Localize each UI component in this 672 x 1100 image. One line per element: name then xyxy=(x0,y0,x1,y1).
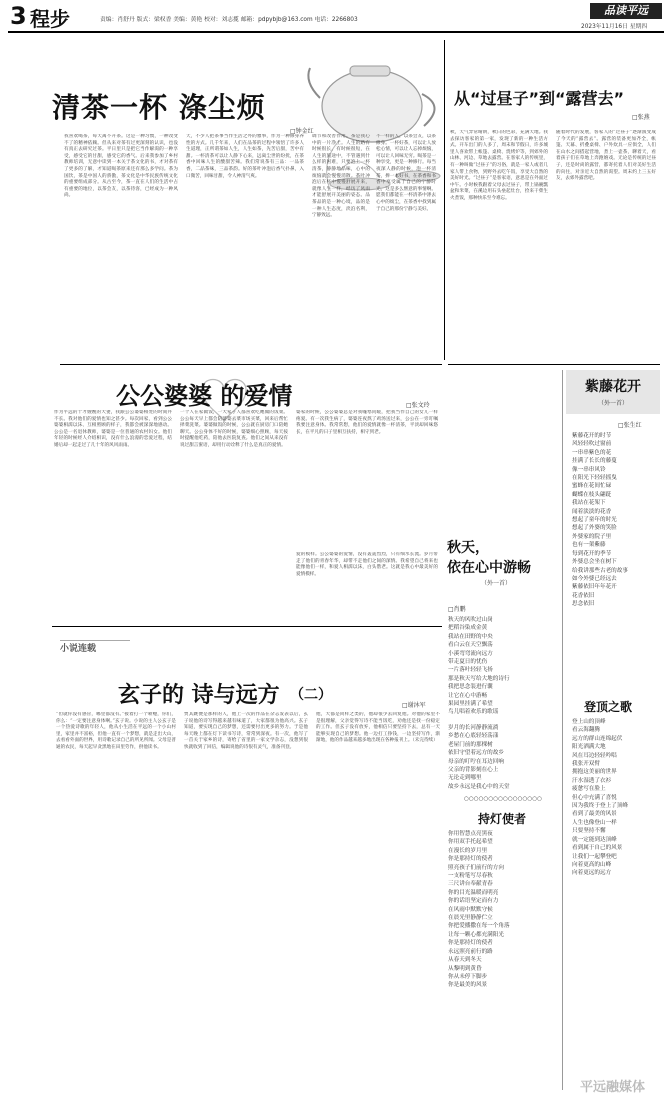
tea-title: 清茶一杯 涤尘烦 xyxy=(52,91,266,124)
flower-header-box xyxy=(566,370,660,414)
flower-author: □张生红 xyxy=(618,422,642,429)
flower-title: 紫藤花开 xyxy=(585,379,641,395)
lamp-poem: 你用智慧点亮黑夜 你用双手托起希望 在漫长的岁月里 你是那持灯的使者 照亮孩子们前行的方向 一支粉笔写尽春秋 三尺讲台奉献青春 你的目光温暖而明亮 你的话语坚定而有力 在风雨中默默守候 在晨光里静静伫立 你把爱播撒在每一个角落 让每一颗心都充满阳光 你是那持灯的使者 永远照亮前行的路 从春天到冬天 从黎明到黄昏 你从未停下脚步 你是最美的风景 xyxy=(448,831,510,989)
story-col-1: “但就你没有感冒，哪里都没有。”接着打一个喷嚏，你们，你么：“一定要注意身体啊。”玄子说。小说的主人公玄子是一个热爱诗歌的年轻人，他从小生活在平远的一个小山村里，家里并不富裕，但他一直有一个梦想，就是走出大山，去看看外面的世界，用诗歌记录自己的所见所闻。父母是普通的农民，每天起早贪黑地在田里劳作，供他读书。 xyxy=(56,712,176,750)
page-header xyxy=(0,0,672,34)
tea-right-rule xyxy=(444,40,445,360)
autumn-poem-2: 岁月的长河静静流淌 乡愁在心底轻轻荡漾 老屋门前的那棵树 依旧守望着远方的故乡 母亲的叮咛在耳边回响 父亲的背影刻在心上 无论走到哪里 故乡永远是我心中的天堂 xyxy=(448,725,510,790)
tea-bottom-rule xyxy=(60,364,442,365)
story-col-3: 他，大都是同样之类的，他却很少去回复他。对他的家里不是很理解，父亲觉得写诗不能当饭吃，劝他还是找一份稳定的工作。但玄子没有放弃，他相信只要坚持下去，总有一天能够实现自己的梦想。他一边打工挣钱，一边坚持写作，渐渐地，他的作品越来越多地出现在各种报刊上。（未完待续） xyxy=(316,712,440,744)
summit-poem: 登上山的顶峰 看云海翻腾 远方的群山连绵起伏 阳光洒满大地 风在耳边轻轻吟唱 我张开双臂 拥抱这美丽的世界 汗水湿透了衣衫 疲惫写在脸上 但心中充满了喜悦 因为我终于登上了顶峰 看到了最美的风景 人生也像登山一样 只要坚持不懈 就一定能到达顶峰 看到属于自己的风景 让我们一起攀登吧 向着更高的山峰 向着更远的远方 xyxy=(572,719,628,877)
noon-col-1: 秋，天气异常晴朗，秋日的色彩，充满天地。我去探访客家的第一家，发现了新的一种生活方式。开车出门的人多了，周末和节假日，许多城里人喜欢带上帐篷、桌椅、烧烤炉等，到郊外的山林、河边、草地去露营。在客家人的传统里，有一种叫做“过昼子”的习俗，就是一家人或者几家人带上食物，到野外去吃午饭，享受大自然的美好时光。“过昼子”是客家语，意思是在外面过中午。小时候我跟着父母去过昼子，带上锅碗瓢盆和米菜，在溪边用石头垒起灶台，捡来干柴生火煮饭，那种快乐至今难忘。 xyxy=(450,130,548,201)
love-author: □张文玲 xyxy=(406,402,430,409)
brand-box xyxy=(590,3,662,19)
story-author: □谢沐军 xyxy=(402,702,426,709)
tea-col-3: 调节和改善作用。茶是我心中的一片净土。人生的路有时候很长，有时候很短，在人生的旅途中，不管遇到什么样的困难，只要泡上一杯清茶，静静地品味，心中的烦恼就会慢慢消散。茶叶冲泡后在杯中慢慢舒展开来，就像人生一样，经历了风雨才能舒展开美丽的姿态。品茶品的是一种心境，品的是一种人生态度，淡泊名利，宁静致远。 xyxy=(312,134,370,219)
autumn-author: □肖鹏 xyxy=(448,606,466,613)
story-title: 玄子的 诗与远方 xyxy=(118,683,280,708)
noon-col-2: 随着时代的发展，客家人的“过昼子”逐渐演变成了今天的“露营去”。露营的装备更加齐全，帐篷、天幕、折叠桌椅、户外炊具一应俱全，人们在山水之间搭起营地，煮上一壶茶，聊着天，看着孩子们在草地上奔跑嬉戏。无论是传统的过昼子，还是时尚的露营，都寄托着人们对美好生活的向往，对亲近大自然的渴望。周末约上三五好友，去郊外露营吧。 xyxy=(556,130,656,182)
love-bottom-rule xyxy=(52,626,442,627)
tea-col-2: 天，不少人把茶事当作生活之外的雅事，作为一种修身养性的方式。几千年来，人们在品茶的过程中领悟了许多人生道理，正所谓茶如人生，人生如茶，先苦后甜，苦中有甜。一杯清茶可以让人静下心来，远离尘世的纷扰，在茶香中回味人生的酸甜苦辣。我们常说茶有三品：一品茶香，二品茶味，三品茶韵。好的茶叶冲泡后香气扑鼻，入口微苦，回味甘甜，令人神清气爽。 xyxy=(186,134,304,179)
tea-col-1: 我喜欢喝茶，每天离不开茶。这是一种习惯，一种改变不了的精神依赖。但从来对茶有过更深刻的认识，也没有真正去研究过茶。平日里只是把它当作解渴的一种享受，感受它的甘甜，感受它的香气。后来我参加了乡村教师培训，无意中读到一本关于茶文化的书，才对茶有了更多的了解，才知道喝茶原来还有那么多学问。茶为国饮，茶是中国人的骄傲，茶文化是中华民族传统文化的重要组成部分。从古至今，茶一直在人们的生活中占有重要的地位，以茶会友，以茶待客，已经成为一种风尚。 xyxy=(64,134,178,199)
story-col-2: 贾其跳便是那样的人，他上一次的作品在杂志发表以后，玄子说他的诗写得越来越有味道了，大家都很为他高兴。玄子知道，要实现自己的梦想，还需要付出更多的努力。于是他每天晚上都在灯下读书写诗，常常到深夜。有一次，他写了一首关于家乡的诗，寄给了省里的一家文学杂志，没想到很快就收到了回信，编辑说他的诗很有灵气，准备刊登。 xyxy=(184,712,308,750)
love-col-3: 婆家的时候，公公婆婆总是对我嘘寒问暖，把我当作自己的女儿一样疼爱。有一次我生病了，婆婆连夜熬了鸡汤送过来，公公在一旁叮嘱我要注意身体。我常常想，他们的爱情就像一杯清茶，平淡却回味悠长，在平凡的日子里相互扶持，相守到老。 xyxy=(296,410,438,435)
autumn-title-line-1: 秋天， xyxy=(447,540,489,556)
love-title: 公公婆婆 的爱情 xyxy=(116,382,293,410)
section-name: 程步 xyxy=(30,7,70,31)
watermark-logo: 平远融媒体 xyxy=(580,1080,646,1095)
love-col-4: 爱的模样。公公婆婆的爱情，没有轰轰烈烈，只有细水长流。岁月带走了他们的青春年华，却带不走他们之间的深情。我希望自己将来也能像他们一样，和爱人相濡以沫，白头偕老。这就是我心中最美好的爱情模样。 xyxy=(296,552,438,577)
page-number: 3 xyxy=(10,2,27,30)
header-rule xyxy=(8,31,664,33)
autumn-poem-1: 秋天的风吹过山岗 把稻谷染成金黄 我站在田野的中央 看白云在天空飘荡 小溪弯弯流向远方 带走夏日的忧伤 一片落叶轻轻飞扬 那是秋天写给大地的诗行 我把思念装进行囊 让它在心中游畅 果园里挂满了希望 鸟儿唱着欢乐的歌谣 xyxy=(448,617,510,716)
story-part: （二） xyxy=(290,687,332,703)
issue-date: 2023年11月16日 星期四 xyxy=(581,24,648,30)
autumn-subtitle: （外一首） xyxy=(481,580,512,587)
poem-divider xyxy=(562,370,563,1090)
noon-title: 从“过昼子”到“露营去” xyxy=(454,89,625,108)
noon-bottom-rule xyxy=(448,364,660,365)
noon-author: □张燕 xyxy=(632,114,650,121)
staff-line: 责编：肖舒丹 版式：梁权香 美编：黄艳 校对：刘志揽 邮箱：pdpybjb@163.com 电话：2266803 xyxy=(100,17,358,23)
flower-poem: 紫藤花开的时节 风轻轻吹过窗前 一串串紫色的花 挂满了长长的藤蔓 像一串串风铃 在阳光下轻轻摇曳 蜜蜂在花间忙碌 蝴蝶在枝头翩跹 我站在花架下 闻着淡淡的花香 想起了童年的时光 想起了外婆的笑脸 外婆家的院子里 也有一架紫藤 每到花开的季节 外婆总会坐在树下 给我讲那些古老的故事 如今外婆已经远去 紫藤依旧年年花开 花香依旧 思念依旧 xyxy=(572,433,628,608)
flower-subtitle: （外一首） xyxy=(597,400,628,407)
tea-author: □钟金红 xyxy=(290,128,314,135)
autumn-title-line-2: 依在心中游畅 xyxy=(447,560,531,576)
story-label-box xyxy=(60,640,130,658)
lamp-title: 持灯使者 xyxy=(478,812,527,826)
summit-title: 登顶之歌 xyxy=(584,700,633,714)
love-col-2: 一个人在家做饭，一大家子人都喜欢吃她做的饭菜。公公每天早上都会陪婆婆去菜市场买菜，回来后帮忙择菜洗菜。婆婆做饭的时候，公公就在厨房门口陪她聊天。公公身体不好的时候，婆婆细心照顾，每天按时提醒他吃药，陪他去医院复查。他们之间从来没有说过甜言蜜语，却用行动诠释了什么是真正的爱情。 xyxy=(180,410,288,448)
story-label: 小说连载 xyxy=(60,644,97,654)
autumn-separator: ○○○○○○○○○○○○○○○○ xyxy=(463,796,543,802)
love-col-1: 作为平远的十才嫂嫂的大妻，我跟公公婆婆相处的时间并不长。我对他们的爱情也知之甚少。每次回家，看到公公婆婆相濡以沫、互相照顾的样子，我都会被深深地感动。公公是一名退休教师，婆婆是一位普通的农村妇女。他们年轻的时候经人介绍相识，没有什么浪漫的恋爱过程，结婚后却一起走过了几十年的风风雨雨。 xyxy=(54,410,172,448)
tea-col-4: 不一样的人，以茶会友，以茶修身。一杯好茶，可以让人放松心情，可以让人忘掉烦恼，可以让人回味无穷。喝茶是一种享受，更是一种修行。每当夜深人静的时候，泡一杯清茶，捧一本好书，在茶香和书香中享受属于自己的宁静时光，这是多么惬意的事情啊。愿我们都能在一杯清茶中涤去心中的烦尘，在茶香中找到属于自己的那份宁静与美好。 xyxy=(376,134,436,212)
brand-logo: 品读平远 xyxy=(604,4,648,17)
autumn-title-box xyxy=(447,538,559,596)
